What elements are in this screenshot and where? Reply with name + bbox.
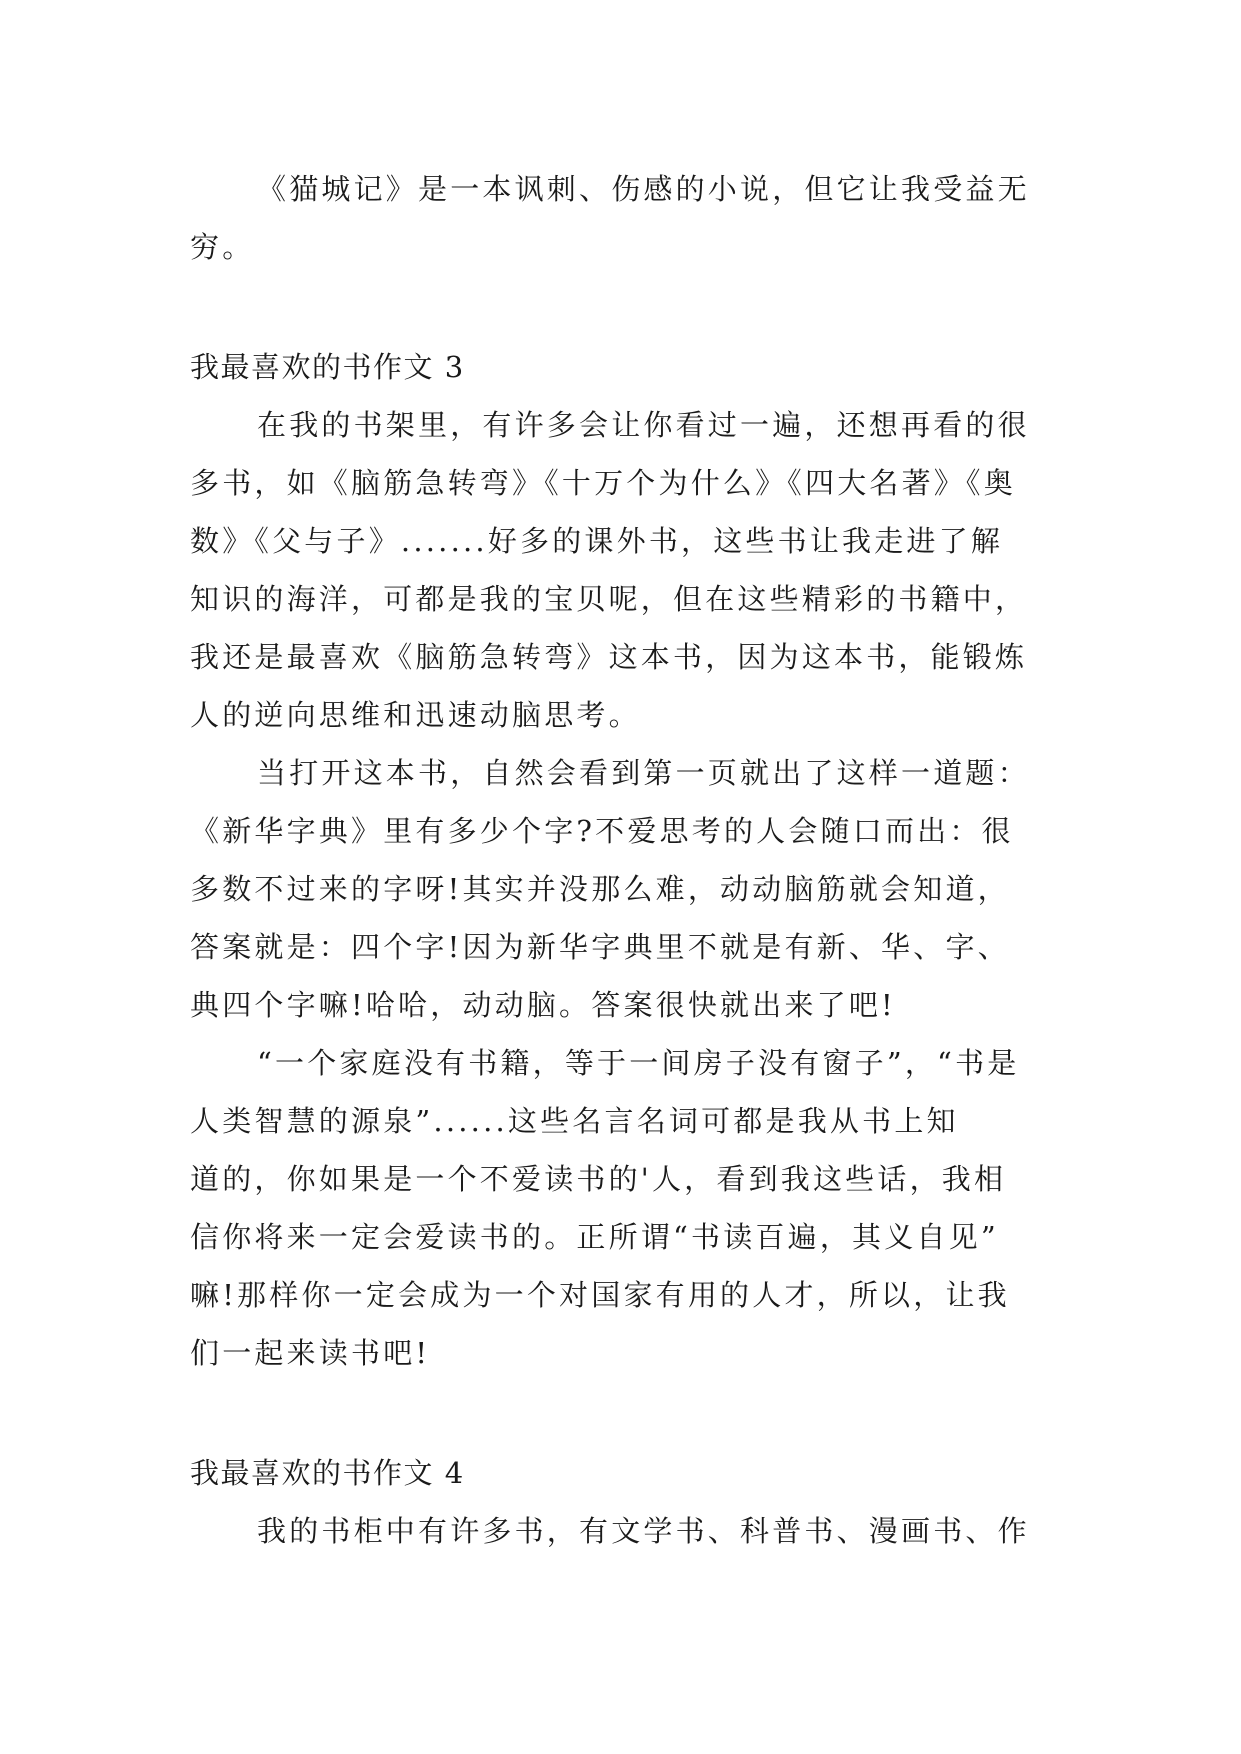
text-line: 嘛!那样你一定会成为一个对国家有用的人才，所以，让我 <box>190 1278 1010 1312</box>
text-line: 《新华字典》里有多少个字?不爱思考的人会随口而出：很 <box>190 814 1014 848</box>
section-4 <box>190 1444 1052 1560</box>
text-line: 答案就是：四个字!因为新华字典里不就是有新、华、字、 <box>190 930 1010 964</box>
text-line: “一个家庭没有书籍，等于一间房子没有窗子”，“书是 <box>257 1046 1020 1080</box>
text-line: 们一起来读书吧! <box>190 1336 431 1370</box>
section-3 <box>190 338 1052 1382</box>
text-line: 人的逆向思维和迅速动脑思考。 <box>190 698 641 732</box>
paragraph <box>190 1502 1052 1560</box>
text-line: 在我的书架里，有许多会让你看过一遍，还想再看的很 <box>257 408 1030 442</box>
text-line: 多数不过来的字呀!其实并没那么难，动动脑筋就会知道， <box>190 872 1010 906</box>
intro-paragraph <box>190 160 1052 276</box>
document-body <box>190 160 1052 1560</box>
text-line: 我的书柜中有许多书，有文学书、科普书、漫画书、作 <box>257 1514 1030 1548</box>
text-line: 信你将来一定会爱读书的。正所谓“书读百遍，其义自见” <box>190 1220 999 1254</box>
text-line: 数》《父与子》.......好多的课外书，这些书让我走进了解 <box>190 524 1004 558</box>
paragraph <box>190 396 1052 744</box>
text-line: 《猫城记》是一本讽刺、伤感的小说，但它让我受益无 <box>257 172 1030 206</box>
text-line: 典四个字嘛!哈哈，动动脑。答案很快就出来了吧! <box>190 988 896 1022</box>
text-line: 当打开这本书，自然会看到第一页就出了这样一道题： <box>257 756 1030 790</box>
paragraph <box>190 744 1052 1034</box>
text-line: 人类智慧的源泉”......这些名言名词可都是我从书上知 <box>190 1104 959 1138</box>
section-heading: 我最喜欢的书作文 3 <box>190 350 465 384</box>
section-heading: 我最喜欢的书作文 4 <box>190 1456 465 1490</box>
paragraph <box>190 1034 1052 1382</box>
text-line: 知识的海洋，可都是我的宝贝呢，但在这些精彩的书籍中， <box>190 582 1028 616</box>
text-line: 道的，你如果是一个不爱读书的'人，看到我这些话，我相 <box>190 1162 1007 1196</box>
text-line: 多书，如《脑筋急转弯》《十万个为什么》《四大名著》《奥 <box>190 466 1016 500</box>
text-line: 穷。 <box>190 230 255 264</box>
text-line: 我还是最喜欢《脑筋急转弯》这本书，因为这本书，能锻炼 <box>190 640 1028 674</box>
